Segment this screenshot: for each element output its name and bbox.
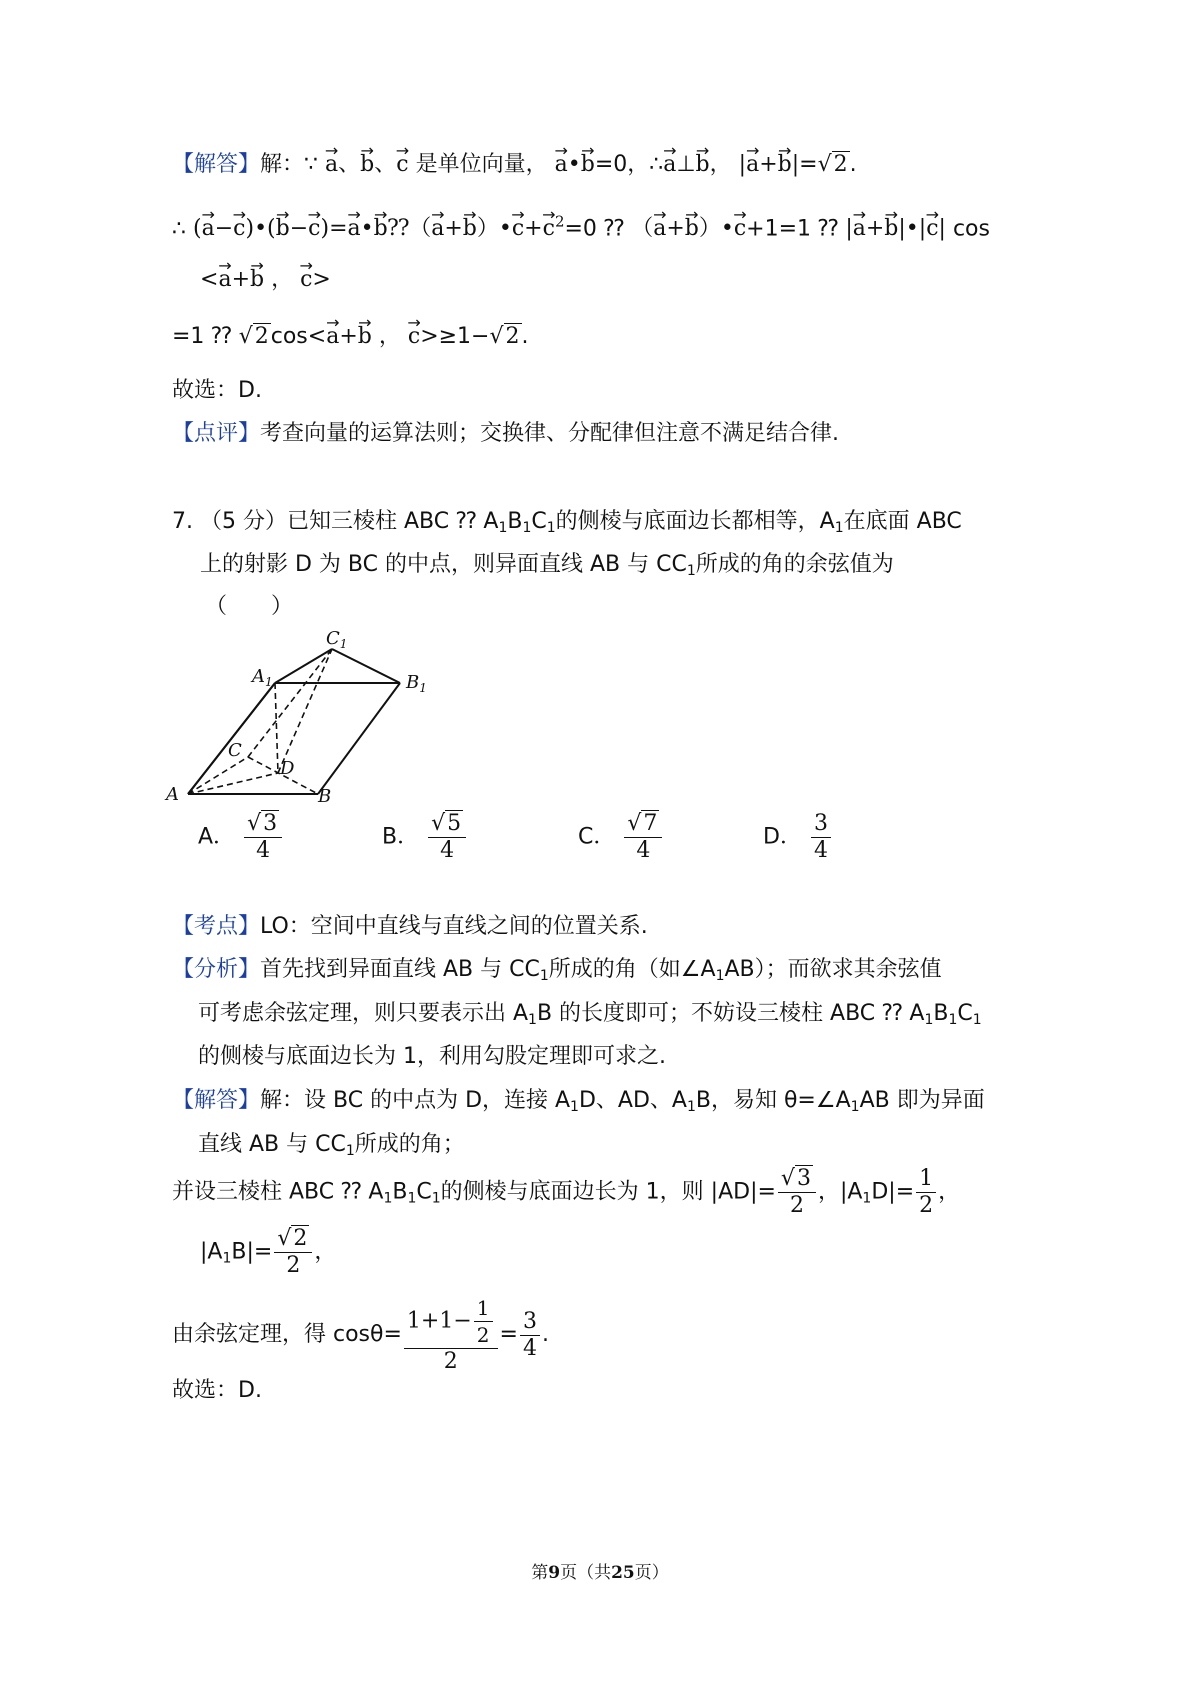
option-c[interactable]: C． $\frac{√7}{4}$ [578, 811, 664, 864]
question-number: 7. [172, 509, 193, 534]
prev-solution-line-2: ∴ (→ a−→ c)•(→ b−→ c)=→ a•→ b⁇（→ a+→ b）•→ $c+\to c^2=0$ ⁇ （→ a+→ b）•→ c+1=1 ⁇ |→ a+→ b|•|→ c| cos [172, 207, 990, 244]
page-footer: 第9页（共25页） [531, 1563, 669, 1583]
option-a[interactable]: A． $\frac{√3}{4}$ [198, 811, 284, 864]
label-b: B [318, 786, 332, 807]
label-d: D [280, 758, 295, 779]
label-c: C [228, 740, 242, 761]
solution-line-2: 直线 AB 与 $CC_1$所成的角； [198, 1132, 465, 1159]
solution-line-1: 【解答】解：设 BC 的中点为 D，连接 $A_1D$、AD、$A_1B$，易知 $\theta=\angle A_1AB$ 即为异面 [172, 1088, 985, 1115]
solution-line-3: 并设三棱柱 ABC ⁇ $A_1B_1C_1$的侧棱与底面边长为 1，则 |AD|= $\frac{√3}{2}$ ，$|A_1D|=$ $\frac{1}{2}$ ， [172, 1166, 961, 1218]
analysis-line-3: 的侧棱与底面边长为 1，利用勾股定理即可求之. [198, 1044, 666, 1069]
analysis-line-2: 可考虑余弦定理，则只要表示出 $A_1B$ 的长度即可；不妨设三棱柱 ABC ⁇ $A_1B_1C_1$ [198, 1001, 982, 1028]
label-b1: $B_1$ [406, 672, 427, 695]
analysis-tag: 【分析】 [172, 957, 261, 982]
answer-bracket: （ ） [205, 594, 294, 619]
review-line: 【点评】考查向量的运算法则；交换律、分配律但注意不满足结合律. [172, 421, 840, 446]
knowledge-point: 【考点】LO：空间中直线与直线之间的位置关系. [172, 914, 648, 939]
option-d[interactable]: D． $\frac{3}{4}$ [763, 811, 833, 864]
solution-tag: 【解答】 [172, 152, 261, 177]
question-line-2: 上的射影 D 为 BC 的中点，则异面直线 AB 与 $CC_1$所成的角的余弦值为 [200, 552, 894, 579]
label-a: A [166, 784, 179, 805]
solution-line-4: $|A_1B|=$ $\frac{√2}{2}$ ， [200, 1226, 337, 1278]
question-line-1: 7. （5 分）已知三棱柱 ABC ⁇ $A_1B_1C_1$的侧棱与底面边长都相等，$A_1$在底面 ABC [172, 509, 962, 536]
label-c1: $C_1$ [326, 628, 348, 651]
solution-tag-2: 【解答】 [172, 1088, 261, 1113]
solution-line-5: 由余弦定理，得 cosθ= 1+1− $\frac{1}{2}$ 2 = $\frac{3}{4}$ . [172, 1296, 549, 1374]
knowledge-tag: 【考点】 [172, 914, 261, 939]
final-answer: 故选：D. [172, 1378, 262, 1403]
label-a1: $A_1$ [252, 666, 273, 689]
prev-solution-line-4: =1 ⁇ √2cos<→ a+→ b ， → c>≥1−√2. [172, 322, 529, 352]
analysis-line-1: 【分析】首先找到异面直线 AB 与 $CC_1$所成的角（如$\angle A_1AB$）；而欲求其余弦值 [172, 957, 942, 984]
prev-solution-line-1: 【解答】解：∵ → a、→ b、→ c 是单位向量， → a•→ b=0，∴→ a⊥→ b， |→ a+→ b|=√2. [172, 150, 857, 180]
review-tag: 【点评】 [172, 421, 261, 446]
prev-answer: 故选：D. [172, 378, 262, 403]
option-b[interactable]: B． $\frac{√5}{4}$ [382, 811, 468, 864]
prev-solution-line-3: <→ a+→ b ， → c> [200, 265, 331, 295]
prism-figure [160, 622, 460, 812]
